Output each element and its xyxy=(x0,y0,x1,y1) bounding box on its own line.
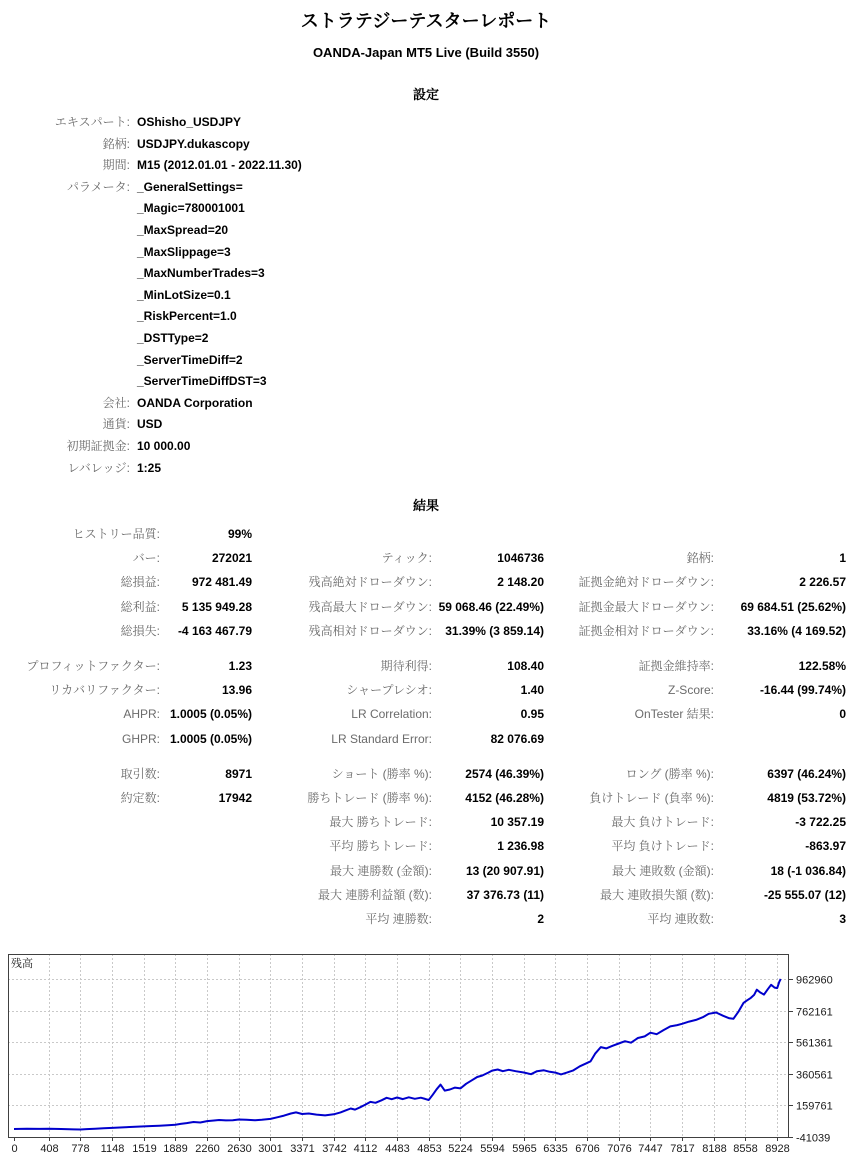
result-label: 平均 勝ちトレード: xyxy=(329,839,432,854)
result-label: 証拠金維持率: xyxy=(638,659,714,674)
result-value: -3 722.25 xyxy=(795,815,846,830)
result-value xyxy=(160,810,252,834)
result-value xyxy=(432,522,544,546)
settings-value: _ServerTimeDiff=2 xyxy=(137,352,243,367)
result-value: -4 163 467.79 xyxy=(177,623,252,638)
series-label: 残高 xyxy=(11,958,33,971)
result-value: 82 076.69 xyxy=(490,731,544,746)
result-value xyxy=(160,859,252,883)
settings-row xyxy=(0,263,852,285)
result-label xyxy=(0,859,160,883)
result-label: 最大 連敗数 (金額): xyxy=(612,863,714,878)
result-label xyxy=(0,907,160,931)
x-axis-label: 1519 xyxy=(132,1143,157,1156)
balance-chart-svg xyxy=(0,947,852,1157)
result-value xyxy=(160,907,252,931)
result-value: 1.0005 (0.05%) xyxy=(169,707,252,722)
settings-row xyxy=(0,198,852,220)
result-label xyxy=(544,727,714,751)
y-axis-label: 962960 xyxy=(796,974,833,987)
result-label: 平均 連勝数: xyxy=(365,911,432,926)
settings-value: 10 000.00 xyxy=(137,438,191,453)
broker-build-subtitle: OANDA-Japan MT5 Live (Build 3550) xyxy=(312,45,540,60)
settings-label: レバレッジ: xyxy=(67,460,130,475)
results-row xyxy=(0,702,852,726)
result-value: 59 068.46 (22.49%) xyxy=(438,599,544,614)
results-row xyxy=(0,727,852,751)
settings-label: パラメータ: xyxy=(67,179,130,194)
result-label: 証拠金絶対ドローダウン: xyxy=(578,575,714,590)
settings-label: エキスパート: xyxy=(54,115,130,129)
settings-value: 1:25 xyxy=(137,460,162,475)
result-label: リカバリファクター: xyxy=(49,683,160,698)
x-axis-label: 5965 xyxy=(512,1143,537,1156)
settings-row xyxy=(0,285,852,307)
result-label: プロフィットファクター: xyxy=(26,659,160,674)
settings-label xyxy=(0,198,130,220)
settings-row xyxy=(0,393,852,415)
settings-value: _DSTType=2 xyxy=(137,330,209,345)
settings-label xyxy=(0,350,130,372)
result-label: 証拠金最大ドローダウン: xyxy=(578,599,714,614)
result-label: 残高絶対ドローダウン: xyxy=(308,575,432,590)
y-axis-label: 561361 xyxy=(796,1037,833,1050)
result-label: 最大 勝ちトレード: xyxy=(329,815,432,830)
settings-value: _ServerTimeDiffDST=3 xyxy=(137,374,267,389)
result-value: 6397 (46.24%) xyxy=(767,766,846,781)
settings-label: 期間: xyxy=(102,158,130,173)
result-value: 1.0005 (0.05%) xyxy=(169,731,252,746)
result-label xyxy=(0,834,160,858)
results-row xyxy=(0,546,852,570)
result-value: 31.39% (3 859.14) xyxy=(445,623,544,638)
result-label: 銘柄: xyxy=(686,551,714,566)
x-axis-label: 778 xyxy=(71,1143,90,1156)
result-label xyxy=(252,522,432,546)
settings-label: 通貨: xyxy=(102,417,130,432)
results-row xyxy=(0,522,852,546)
settings-value: OANDA Corporation xyxy=(137,395,253,410)
x-axis-label: 8558 xyxy=(733,1143,758,1156)
result-value: 13 (20 907.91) xyxy=(465,863,544,878)
result-value: 2 226.57 xyxy=(799,575,846,590)
result-label: LR Standard Error: xyxy=(331,731,432,746)
result-value: 1046736 xyxy=(497,551,544,566)
settings-label xyxy=(0,263,130,285)
settings-value: _Magic=780001001 xyxy=(137,201,245,216)
result-value: 69 684.51 (25.62%) xyxy=(740,599,846,614)
x-axis-label: 6706 xyxy=(575,1143,600,1156)
result-value xyxy=(160,883,252,907)
result-label: 最大 負けトレード: xyxy=(611,815,714,830)
result-label: 平均 連敗数: xyxy=(647,911,714,926)
result-label xyxy=(0,883,160,907)
results-row xyxy=(0,834,852,858)
settings-row xyxy=(0,242,852,264)
x-axis-label: 7076 xyxy=(607,1143,632,1156)
settings-label xyxy=(0,371,130,393)
report-title: ストラテジーテスターレポート xyxy=(300,11,552,31)
result-value: 122.58% xyxy=(798,659,846,674)
result-label: ショート (勝率 %): xyxy=(331,766,432,781)
settings-row xyxy=(0,328,852,350)
x-axis-label: 4112 xyxy=(353,1143,378,1156)
x-axis-label: 2260 xyxy=(195,1143,220,1156)
settings-row xyxy=(0,112,852,134)
settings-table xyxy=(0,112,852,479)
result-value xyxy=(714,727,846,751)
result-value: 3 xyxy=(839,911,846,926)
result-value: 4819 (53.72%) xyxy=(767,790,846,805)
settings-row xyxy=(0,177,852,199)
result-label: 証拠金相対ドローダウン: xyxy=(578,623,714,638)
results-row xyxy=(0,883,852,907)
settings-value: _GeneralSettings= xyxy=(137,179,243,194)
result-label: 約定数: xyxy=(120,790,160,805)
result-label xyxy=(544,522,714,546)
results-row xyxy=(0,859,852,883)
settings-row xyxy=(0,414,852,436)
result-label: 総損失: xyxy=(120,623,160,638)
x-axis-label: 1148 xyxy=(100,1143,125,1156)
result-label: 負けトレード (負率 %): xyxy=(589,790,714,805)
result-value: 1 236.98 xyxy=(497,839,544,854)
y-axis-label: 762161 xyxy=(796,1006,833,1019)
chart-plot-border xyxy=(9,955,789,1138)
balance-chart xyxy=(0,947,852,1160)
result-label: OnTester 結果: xyxy=(634,707,714,722)
x-axis-label: 1889 xyxy=(163,1143,188,1156)
result-value: 1.23 xyxy=(228,659,252,674)
x-axis-label: 2630 xyxy=(227,1143,252,1156)
x-axis-label: 5594 xyxy=(480,1143,505,1156)
results-table xyxy=(0,522,852,931)
result-value: -25 555.07 (12) xyxy=(763,887,846,902)
result-value: 37 376.73 (11) xyxy=(466,887,544,902)
x-axis-label: 0 xyxy=(11,1143,18,1156)
result-value: 108.40 xyxy=(507,659,544,674)
x-axis-label: 408 xyxy=(40,1143,59,1156)
results-row xyxy=(0,595,852,619)
results-block xyxy=(0,654,852,751)
result-value: 18 (-1 036.84) xyxy=(770,863,846,878)
x-axis-label: 4483 xyxy=(385,1143,410,1156)
result-label: 最大 連勝数 (金額): xyxy=(330,863,432,878)
x-axis-label: 7817 xyxy=(670,1143,695,1156)
results-row xyxy=(0,786,852,810)
result-value: 33.16% (4 169.52) xyxy=(747,623,846,638)
results-row xyxy=(0,678,852,702)
x-axis-label: 8188 xyxy=(702,1143,727,1156)
settings-value: _MaxSpread=20 xyxy=(137,222,229,237)
settings-row xyxy=(0,155,852,177)
settings-row xyxy=(0,306,852,328)
y-axis-label: -41039 xyxy=(796,1132,831,1145)
result-label: ヒストリー品質: xyxy=(72,527,160,542)
result-label: 総利益: xyxy=(120,599,160,614)
result-value: 272021 xyxy=(211,551,252,566)
result-label xyxy=(0,810,160,834)
result-value: 2 xyxy=(537,911,544,926)
settings-value: _MaxSlippage=3 xyxy=(137,244,231,259)
settings-value: USDJPY.dukascopy xyxy=(137,136,250,151)
result-value xyxy=(714,522,846,546)
result-label: 平均 負けトレード: xyxy=(611,839,714,854)
x-axis-label: 6335 xyxy=(543,1143,568,1156)
results-row xyxy=(0,907,852,931)
settings-value: M15 (2012.01.01 - 2022.11.30) xyxy=(137,158,302,173)
settings-row xyxy=(0,350,852,372)
results-row xyxy=(0,762,852,786)
result-label: ティック: xyxy=(381,551,432,566)
result-label: バー: xyxy=(132,551,160,566)
settings-label: 初期証拠金: xyxy=(66,438,130,453)
result-label: 最大 連勝利益額 (数): xyxy=(318,887,432,902)
settings-label xyxy=(0,328,130,350)
settings-value: USD xyxy=(137,417,163,432)
result-label: シャープレシオ: xyxy=(346,683,432,698)
settings-label xyxy=(0,242,130,264)
result-label: 残高最大ドローダウン: xyxy=(308,599,432,614)
result-value: 13.96 xyxy=(221,683,252,698)
results-section-title: 結果 xyxy=(412,498,439,514)
result-value: 0.95 xyxy=(520,707,544,722)
settings-label xyxy=(0,220,130,242)
results-row xyxy=(0,810,852,834)
result-value: 5 135 949.28 xyxy=(181,599,252,614)
result-value: 4152 (46.28%) xyxy=(465,790,544,805)
x-axis-label: 4853 xyxy=(417,1143,442,1156)
results-block xyxy=(0,522,852,643)
result-value xyxy=(160,834,252,858)
x-axis-label: 8928 xyxy=(765,1143,790,1156)
result-value: 0 xyxy=(839,707,846,722)
result-label: 期待利得: xyxy=(380,659,432,674)
settings-row xyxy=(0,436,852,458)
x-axis-label: 3742 xyxy=(322,1143,347,1156)
results-block xyxy=(0,762,852,931)
result-label: LR Correlation: xyxy=(351,707,432,722)
settings-value: OShisho_USDJPY xyxy=(137,115,242,129)
x-axis-label: 7447 xyxy=(638,1143,663,1156)
settings-label xyxy=(0,285,130,307)
result-value: 8971 xyxy=(225,766,252,781)
result-value: 972 481.49 xyxy=(191,575,252,590)
settings-value: _RiskPercent=1.0 xyxy=(137,309,237,324)
result-value: 99% xyxy=(227,527,252,542)
result-label: AHPR: xyxy=(123,707,160,722)
result-value: 17942 xyxy=(218,790,252,805)
settings-row xyxy=(0,458,852,480)
settings-row xyxy=(0,371,852,393)
settings-row xyxy=(0,220,852,242)
settings-value: _MinLotSize=0.1 xyxy=(137,287,231,302)
result-value: 1.40 xyxy=(520,683,544,698)
x-axis-label: 3001 xyxy=(258,1143,283,1156)
result-label: 勝ちトレード (勝率 %): xyxy=(307,790,432,805)
settings-row xyxy=(0,134,852,156)
settings-label: 会社: xyxy=(102,395,130,410)
result-value: 2 148.20 xyxy=(497,575,544,590)
result-label: 最大 連敗損失額 (数): xyxy=(600,887,714,902)
settings-label: 銘柄: xyxy=(102,136,130,151)
results-row xyxy=(0,570,852,594)
results-row xyxy=(0,619,852,643)
x-axis-label: 5224 xyxy=(448,1143,473,1156)
result-label: Z-Score: xyxy=(667,683,714,698)
settings-section-title: 設定 xyxy=(412,87,439,102)
result-label: 残高相対ドローダウン: xyxy=(308,623,432,638)
result-label: 総損益: xyxy=(120,575,160,590)
settings-value: _MaxNumberTrades=3 xyxy=(137,266,265,281)
y-axis-label: 159761 xyxy=(796,1100,833,1113)
result-value: -16.44 (99.74%) xyxy=(759,683,846,698)
result-value: 2574 (46.39%) xyxy=(465,766,544,781)
result-value: 1 xyxy=(839,551,846,566)
result-value: -863.97 xyxy=(805,839,846,854)
result-label: GHPR: xyxy=(121,731,160,746)
y-axis-label: 360561 xyxy=(796,1069,833,1082)
x-axis-label: 3371 xyxy=(290,1143,315,1156)
result-value: 10 357.19 xyxy=(490,815,544,830)
result-label: 取引数: xyxy=(120,766,160,781)
settings-label xyxy=(0,306,130,328)
result-label: ロング (勝率 %): xyxy=(625,766,714,781)
results-row xyxy=(0,654,852,678)
